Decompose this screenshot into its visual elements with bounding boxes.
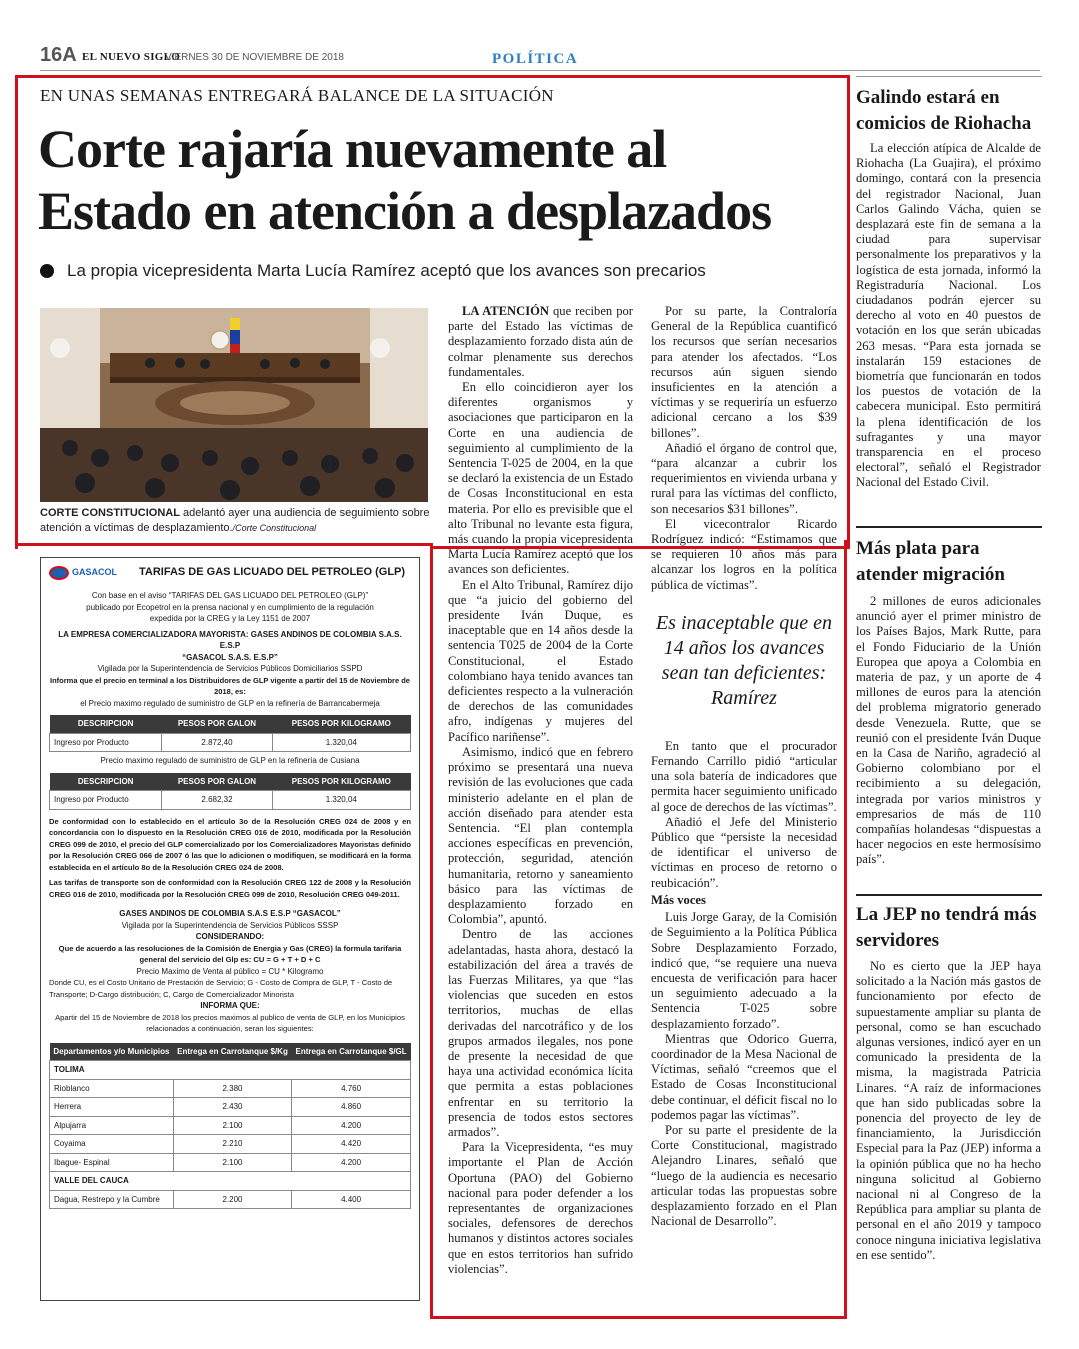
ad-line: CONSIDERANDO: <box>195 932 265 941</box>
paragraph: Para la Vicepresidenta, “es muy importante el Plan de Acción Oportuna (PAO) del Gobierno nacional para poder defender a los representantes de organizaciones sociales, defensores de derechos humanos y distintos actores sociales que en estos territorios han sufrido violencias”. <box>448 1140 633 1276</box>
subhead: Más voces <box>651 892 706 907</box>
ad-line: Donde CU, es el Costo Unitario de Prestación de Servicio; G - Costo de Compra de GLP, T - Costo de Transporte; D-Cargo distribución; C, Cargo de Comercializador Minorista <box>49 978 393 999</box>
article-column-2 <box>651 304 837 1229</box>
ad-line: Con base en el aviso “TARIFAS DEL GAS LICUADO DEL PETROLEO (GLP)” <box>91 591 369 600</box>
table-group: VALLE DEL CAUCA <box>50 1172 411 1191</box>
paragraph: En el Alto Tribunal, Ramírez dijo que “a juicio del gobierno del presidente Iván Duque, es inaceptable que en 14 años desde la sentencia T025 de 2004 de la Corte Constitucional, el Estado colombiano haya tenido avances tan deficientes respecto a la vulneración de derechos de las comunidades afro, indígenas y mujeres del Pacífico nariñense”. <box>448 577 633 744</box>
sidebar-body-galindo: La elección atípica de Alcalde de Riohacha (La Guajira), el próximo domingo, contará con la presencia del registrador Nacional, Juan Carlos Galindo Vácha, quien se desplazará este fin de semana a la ciudad para supervisar personalmente los preparativos y la logística de esta jornada, informó la Registraduría Nacional. Los ciudadanos podrán ejercer su derecho al voto en 40 puestos de votación en los que serán ubicadas 263 mesas. “Para esta jornada se instalarán 159 estaciones de biometría que funcionarán en todos los puestos de votación de la cabecera municipal. Esto permitirá la plena identificación de los sufragantes y una mayor transparencia en el proceso electoral”, señaló el Registrador Nacional del Estado Civil. <box>856 141 1041 490</box>
ad-line: Que de acuerdo a las resoluciones de la Comisión de Energia y Gas (CREG) la formula tarifaria general del servicio del Glp es: CU = G + T + D + C <box>58 943 402 964</box>
caption-lead: CORTE CONSTITUCIONAL <box>40 507 180 519</box>
sidebar-rule-top <box>856 76 1042 77</box>
ad-line: Apartir del 15 de Noviembre de 2018 los precios maximos al publico de venta de GLP, en los Municipios relacionados a continuación, seran los siguientes: <box>55 1012 405 1033</box>
paragraph: Asimismo, indicó que en febrero próximo se presentará una nueva revisión de las evoluciones que cada ministerio adelante en el plan de acción diseñado para atender esta Sentencia. “El plan contempla acciones específicas en prevención, protección, seguridad, atención humanitaria, retorno y saneamiento básico para las víctimas de desplazamiento forzado en Colombia”, apuntó. <box>448 744 633 927</box>
table-row: Alpujarra 2.100 4.200 <box>50 1116 411 1135</box>
paragraph: Añadió el Jefe del Ministerio Público que “persiste la necesidad de identificar el universo de víctimas en proceso de retorno o reubicación”. <box>651 814 837 890</box>
table-group: TOLIMA <box>50 1061 411 1080</box>
caption-credit: /Corte Constitucional <box>232 523 317 533</box>
ad-line: Vigilada por la Superintendencia de Servicios Públicos SSSP <box>121 920 339 930</box>
sidebar-title-jep: La JEP no tendrá más servidores <box>856 904 1037 951</box>
price-table-barrancabermeja: DESCRIPCION PESOS POR GALON PESOS POR KILOGRAMO Ingreso por Producto 2.872,40 1.320,04 <box>49 715 411 752</box>
gasacol-logo: GASACOL <box>49 566 129 580</box>
lead-in: LA ATENCIÓN <box>462 304 550 318</box>
newspaper-name: EL NUEVO SIGLO <box>82 51 181 63</box>
highlight-frame-bottom-left <box>15 543 433 546</box>
flame-icon <box>49 566 69 580</box>
municipal-price-table: Departamentos y/o Municipios Entrega en Carrotanque $/Kg Entrega en Carrotanque $/GL TOLIMA Rioblanco 2.380 4.760 Herrera 2.430 4.860 Alpujarra 2.100 4.200 Coyaima 2.210 4.420 Ibague- Espinal 2.100 4.200 VALLE DEL CAUCA Dagua, Restrepo y la Cumbre 2.200 4.400 <box>49 1043 411 1210</box>
sidebar-divider <box>856 526 1042 528</box>
caption-text: adelantó ayer una audiencia de seguimiento sobre atención a víctimas de desplazamiento. <box>40 507 430 534</box>
table-row: Rioblanco 2.380 4.760 <box>50 1079 411 1098</box>
paragraph: Mientras que Odorico Guerra, coordinador de la Mesa Nacional de Víctimas, señaló “creemos que el Estado de Cosas Inconstitucional debe continuar, el déficit fiscal no lo podemos pagar las víctimas”. <box>651 1031 837 1122</box>
paragraph: El vicecontralor Ricardo Rodríguez indicó: “Estimamos que se requieren 10 años más para alcanzar los logros en la política pública de víctimas”. <box>651 516 837 592</box>
highlight-frame-right-lower <box>844 540 847 1319</box>
page-number: 16A <box>40 44 77 66</box>
ad-line: expedida por la CREG y la Ley 1151 de 2007 <box>149 614 311 623</box>
table-row: Dagua, Restrepo y la Cumbre 2.200 4.400 <box>50 1190 411 1209</box>
paragraph: Dentro de las acciones adelantadas, hasta ahora, destacó la estabilización del área a través de las Fuerzas Militares, ya que “las violencias que suceden en estos territorios, muchas de ellas derivadas del narcotráfico y de los grupos armados ilegales, nos pone de presente la necesidad de que haya una actividad económica lícita que permita a estas poblaciones enfrentar en su territorio la presencia de todos estos sectores armados”. <box>448 927 633 1139</box>
table-row: Coyaima 2.210 4.420 <box>50 1135 411 1154</box>
ad-line: LA EMPRESA COMERCIALIZADORA MAYORISTA: GASES ANDINOS DE COLOMBIA S.A.S. E.S.P <box>58 629 402 650</box>
ad-line: INFORMA QUE: <box>200 1001 260 1010</box>
gasacol-advertisement <box>40 557 420 1301</box>
ad-paragraph: Las tarifas de transporte son de conformidad con la Resolución CREG 122 de 2008 y la Resolución CREG 016 de 2010, modificada por la Resolución CREG 099 de 2010, Resolución CREG 049-2011. <box>49 878 411 899</box>
paragraph: Por su parte el presidente de la Corte Constitucional, magistrado Alejandro Linares, señaló que “luego de la audiencia es necesario articular todas las propuestas sobre desplazamiento forzado en el Plan Nacional de Desarrollo”. <box>651 1122 837 1229</box>
ad-line: el Precio maximo regulado de suministro de GLP en la refinería de Barrancabermeja <box>80 698 380 708</box>
sidebar-body-jep: No es cierto que la JEP haya solicitado a la Nación más gastos de funcionamiento por efecto de supuestamente ampliar su planta de personal, como se han escuchado algunas versiones, indicó ayer en un comunicado la presidenta de la misma, la magistrada Patricia Linares. “A raíz de informaciones que han sido publicadas sobre la ponencia del proyecto de ley de financiamiento, la Jurisdicción Especial para la Paz (JEP) informa a la opinión pública que no ha hecho ninguna solicitud al Gobierno nacional ni al Congreso de la República para ampliar su planta de personal en el año 2019 y tampoco conoce ninguna iniciativa legislativa en ese sentido”. <box>856 959 1041 1262</box>
article-headline: Corte rajaría nuevamente al Estado en atención a desplazados <box>38 119 772 241</box>
ad-line: Precio maximo regulado de suministro de GLP en la refinería de Cusiana <box>100 756 360 765</box>
article-photo <box>40 308 428 502</box>
paragraph: LA ATENCIÓN que reciben por parte del Estado las víctimas de desplazamiento forzado dista aún de colmar plenamente sus derechos fundamentales. <box>448 304 633 379</box>
pull-quote: Es inaceptable que en 14 años los avances sean tan deficientes: Ramírez <box>655 611 833 709</box>
table-row: Ibague- Espinal 2.100 4.200 <box>50 1153 411 1172</box>
ad-line: publicado por Ecopetrol en la prensa nacional y en cumplimiento de la regulación <box>86 602 374 612</box>
ad-line: Vigilada por la Superintendencia de Servicios Públicos Domiciliarios SSPD <box>97 664 363 673</box>
ad-line: “GASACOL S.A.S. E.S.P” <box>182 652 278 662</box>
issue-date: VIERNES 30 DE NOVIEMBRE DE 2018 <box>165 52 344 63</box>
photo-caption <box>40 506 430 536</box>
table-row: Herrera 2.430 4.860 <box>50 1098 411 1117</box>
section-name: POLÍTICA <box>492 51 579 67</box>
highlight-frame-left-lower <box>430 543 433 1319</box>
price-table-cusiana: DESCRIPCION PESOS POR GALON PESOS POR KILOGRAMO Ingreso por Producto 2.682,32 1.320,04 <box>49 773 411 810</box>
header-rule <box>40 70 1040 71</box>
ad-paragraph: De conformidad con lo establecido en el artículo 3o de la Resolución CREG 024 de 2008 y en concordancia con lo dispuesto en la Resolución CREG 016 de 2010, modificada por la Resolución CREG 099 de 2010, el precio del GLP comercializado por los Comercializadores Mayoristas definido por la Resolución CREG 066 de 2007 ó las que lo adicionen o modifiquen, se modificará en la forma establecida en el artículo 8o de la Resolución CREG 024 de 2008. <box>49 816 411 872</box>
bullet-icon <box>40 264 54 278</box>
paragraph: En ello coincidieron ayer los diferentes organismos y asociaciones que participaron en la Corte en una audiencia de seguimiento al cumplimiento de la Sentencia T-025 de 2004, en la que se declaró la existencia de un Estado de Cosas Inconstitucional en esta materia. Por ello es previsible que el alto Tribunal no levante esta figura, más cuando la propia vicepresidenta Marta Lucía Ramírez aceptó que los avances son deficientes. <box>448 380 633 577</box>
paragraph: En tanto que el procurador Fernando Carrillo pidió “articular una sola batería de indicadores que permita hacer seguimiento unificado al goce de derechos de las víctimas”. <box>651 738 837 814</box>
sidebar-body-migracion: 2 millones de euros adicionales anunció ayer el primer ministro de los Países Bajos, Mark Rutte, para el Fondo Fiduciario de la Unión Europea que apoya a Colombia en materia de paz, y un aporte de 4 millones de euros para la atención del problema migratorio generado desde Venezuela. Rutte, que se reunió con el presidente Iván Duque en la Casa de Nariño, agradeció al Gobierno colombiano por el recibimiento a su delegación, integrada por varios ministros y empresarios de más de 110 compañías holandesas “dispuestas a hacer negocios en este hermosísimo país”. <box>856 594 1041 867</box>
ad-line: GASES ANDINOS DE COLOMBIA S.A.S E.S.P “GASACOL” <box>119 909 341 918</box>
article-kicker: EN UNAS SEMANAS ENTREGARÁ BALANCE DE LA SITUACIÓN <box>40 86 554 105</box>
paragraph: Luis Jorge Garay, de la Comisión de Seguimiento a la Política Pública Sobre Desplazamiento Forzado, indicó que, “se requiere una nueva encuesta de verificación para hacer un seguimiento adecuado a la Sentencia T-025 sobre desplazamiento forzado”. <box>651 910 837 1031</box>
ad-title: TARIFAS DE GAS LICUADO DEL PETROLEO (GLP) <box>139 566 406 579</box>
paragraph: Añadió el órgano de control que, “para alcanzar a cubrir los requerimientos en vivienda urbana y rural para las víctimas del conflicto, son necesarios $31 billones”. <box>651 440 837 516</box>
highlight-frame-bottom <box>430 1316 847 1319</box>
ad-line: Precio Maximo de Venta al público = CU * Kilogramo <box>136 966 324 976</box>
sidebar-title-galindo: Galindo estará en comicios de Riohacha <box>856 87 1032 134</box>
article-column-1 <box>448 304 633 1277</box>
paragraph: Por su parte, la Contraloría General de la República cuantificó los recursos que serían necesarios para atender los afectados. “Los recursos aún siguen siendo insuficientes en la atención a víctimas y se requeriría un esfuerzo adicional cercano a los $39 billones”. <box>651 304 837 440</box>
article-summary: La propia vicepresidenta Marta Lucía Ramírez aceptó que los avances son precarios <box>67 261 706 280</box>
ad-line: Informa que el precio en terminal a los Distribuidores de GLP vigente a partir del 15 de Noviembre de 2018, es: <box>50 675 410 696</box>
sidebar-title-migracion: Más plata para atender migración <box>856 538 1005 585</box>
courtroom-illustration <box>40 308 428 502</box>
sidebar-divider <box>856 894 1042 896</box>
